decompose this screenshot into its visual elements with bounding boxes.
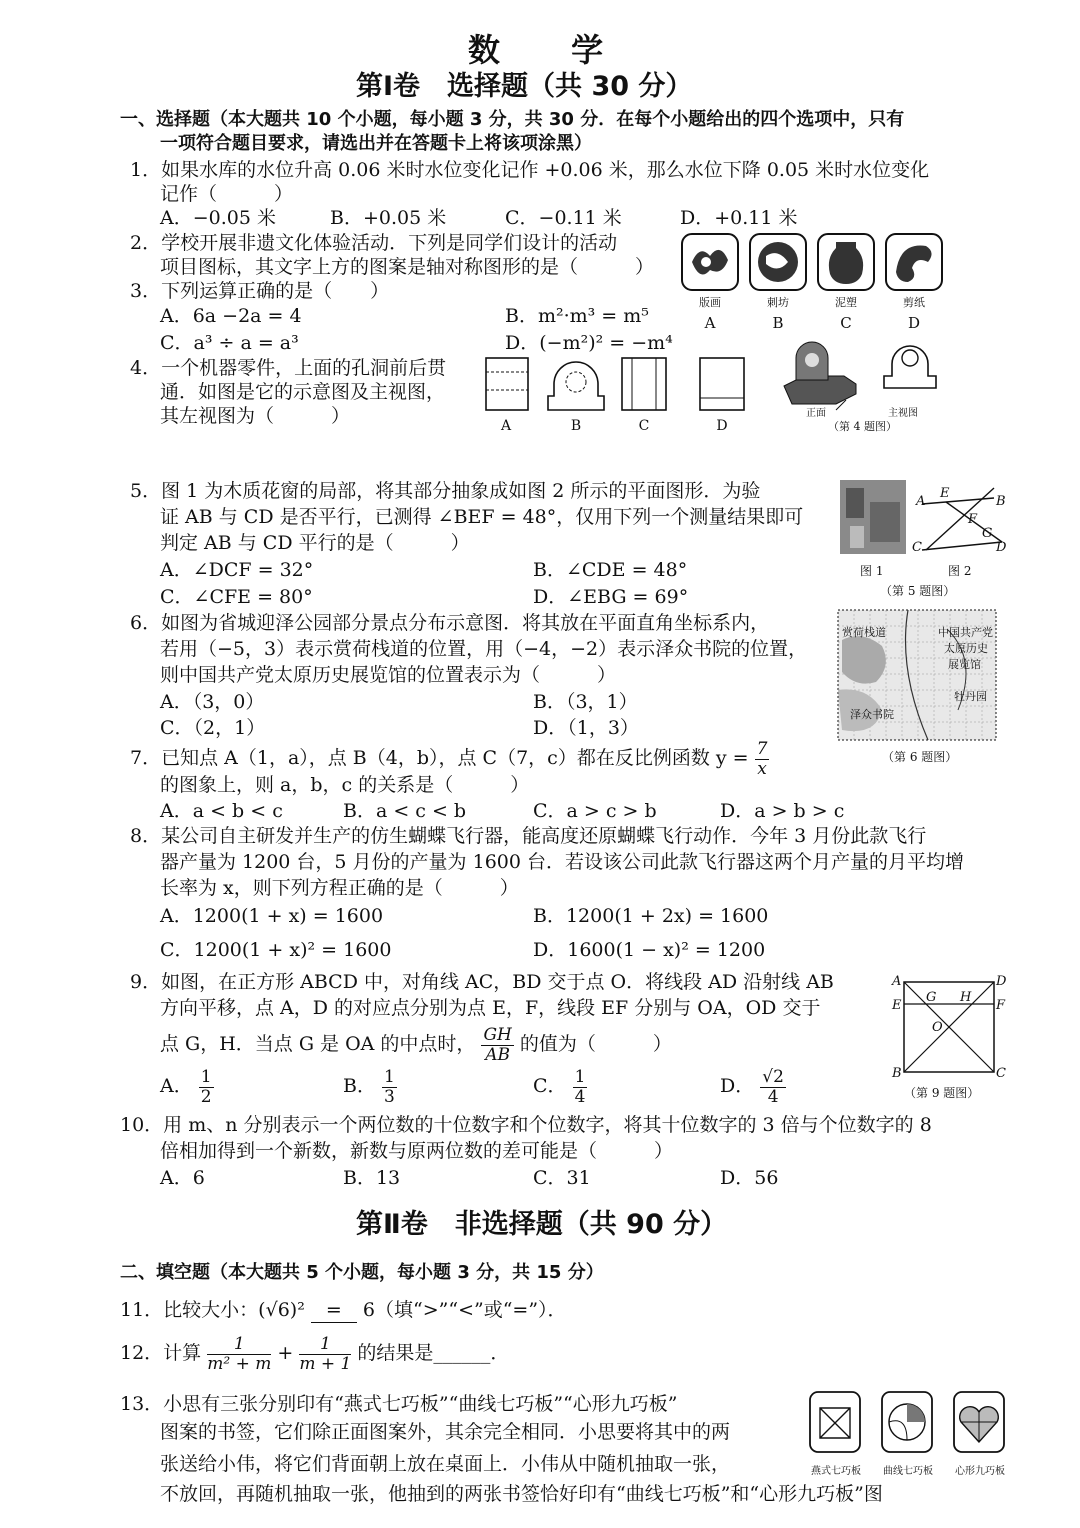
q9-option-c-letter: C．: [533, 1075, 567, 1097]
q9-c-den: 4: [574, 1086, 586, 1107]
q6-option-a[interactable]: A．（3，0）: [160, 691, 265, 713]
q10-option-c[interactable]: C．31: [533, 1167, 591, 1189]
q7-fraction-denominator: x: [757, 758, 767, 779]
q13-line3: 张送给小伟，将它们背面朝上放在桌面上．小伟从中随机抽取一张，: [160, 1453, 731, 1475]
q10-line2: 倍相加得到一个新数，新数与原两位数的差可能是（ ）: [160, 1140, 674, 1162]
q6-line1: 6．如图为省城迎泽公园部分景点分布示意图．将其放在平面直角坐标系内，: [130, 612, 770, 634]
q1-line2: 记作（ ）: [160, 183, 294, 205]
q3-option-a[interactable]: A．6a −2a = 4: [160, 305, 302, 327]
q5-option-d[interactable]: D．∠EBG = 69°: [533, 586, 689, 608]
q4-caption: （第 4 题图）: [828, 420, 897, 433]
q9-b-num: 1: [384, 1066, 395, 1087]
q13-card-label-2: 曲线七巧板: [883, 1466, 933, 1477]
q5-option-b[interactable]: B．∠CDE = 48°: [533, 559, 688, 581]
q5-option-a[interactable]: A．∠DCF = 32°: [160, 559, 314, 581]
q7-option-d[interactable]: D．a > b > c: [720, 800, 845, 822]
q9-point-b: B: [892, 1066, 902, 1081]
q9-a-den: 2: [200, 1086, 212, 1107]
q12-fraction-1: [207, 1335, 271, 1374]
q12-f2-num: 1: [299, 1335, 351, 1355]
q9-d-num: √2: [762, 1066, 784, 1087]
q6-label-zezhong: 泽众书院: [850, 708, 894, 721]
q9-fraction-denominator: AB: [485, 1044, 511, 1065]
q2-icon-label-c: 泥塑: [835, 296, 857, 309]
q9-point-d: D: [996, 974, 1007, 989]
q13-card-label-3: 心形九巧板: [955, 1466, 1005, 1477]
q9-c-num: 1: [574, 1066, 586, 1087]
q6-map: [838, 610, 998, 768]
q3-option-d[interactable]: D．(−m²)² = −m⁴: [505, 332, 673, 354]
q5-point-e: E: [940, 486, 950, 501]
q9-option-a[interactable]: [160, 1062, 214, 1110]
q7-option-c[interactable]: C．a > c > b: [533, 800, 657, 822]
q8-option-c[interactable]: C．1200(1 + x)² = 1600: [160, 939, 392, 961]
q9-option-a-letter: A．: [160, 1075, 193, 1097]
q7-line1-text: 7．已知点 A（1，a），点 B（4，b），点 C（7，c）都在反比例函数 y =: [130, 747, 749, 769]
q5-fig2-label: 图 2: [948, 564, 972, 578]
q1-line1: 1．如果水库的水位升高 0.06 米时水位变化记作 +0.06 米，那么水位下降 0.05 米时水位变化: [130, 159, 930, 181]
q9-line2: 方向平移，点 A，D 的对应点分别为点 E，F，线段 EF 分别与 OA，OD 交于: [160, 997, 821, 1019]
q9-line3: [160, 1024, 672, 1065]
q6-label-museum-3: 展览馆: [948, 658, 981, 671]
q9-fraction: [481, 1026, 513, 1065]
part1-heading-2: 一项符合题目要求，请选出并在答题卡上将该项涂黑）: [160, 133, 592, 154]
q4-options-figure: [484, 354, 754, 434]
q12-plus: +: [277, 1342, 294, 1364]
q6-label-shouhe: 赏荷栈道: [842, 626, 886, 639]
q2-line1: 2．学校开展非遗文化体验活动．下列是同学们设计的活动: [130, 232, 618, 254]
q9-caption: （第 9 题图）: [904, 1086, 980, 1100]
q7-option-b[interactable]: B．a < c < b: [343, 800, 467, 822]
q6-label-peony: 牡丹园: [954, 690, 987, 703]
q12-f1-den: m² + m: [207, 1353, 272, 1374]
q9-a-num: 1: [200, 1066, 212, 1087]
q5-option-c[interactable]: C．∠CFE = 80°: [160, 586, 313, 608]
q9-option-d[interactable]: [720, 1062, 786, 1110]
q5-point-b: B: [996, 494, 1006, 509]
q7-fraction: [755, 740, 770, 779]
q6-line2: 若用（−5，3）表示赏荷栈道的位置，用（−4，−2）表示泽众书院的位置，: [160, 638, 808, 660]
q9-line3-text: 点 G，H．当点 G 是 OA 的中点时，: [160, 1033, 476, 1055]
q2-letter-b[interactable]: B: [772, 314, 784, 332]
q10-option-d[interactable]: D．56: [720, 1167, 779, 1189]
q9-point-e: E: [892, 998, 902, 1013]
q5-fig1-label: 图 1: [860, 564, 884, 578]
q13-line2: 图案的书签，它们除正面图案外，其余完全相同．小思要将其中的两: [160, 1421, 731, 1443]
q5-line1: 5．图 1 为木质花窗的局部，将其部分抽象成如图 2 所示的平面图形．为验: [130, 480, 761, 502]
q1-option-a[interactable]: A．−0.05 米: [160, 207, 276, 229]
q9-point-a: A: [892, 974, 902, 989]
q10-option-b[interactable]: B．13: [343, 1167, 401, 1189]
q9-point-g: G: [926, 990, 937, 1005]
q2-icon-label-d: 剪纸: [903, 296, 925, 309]
q11-text: 11．比较大小：(√6)²: [120, 1299, 305, 1321]
q9-square-drawing: [888, 972, 1010, 1082]
q6-option-d[interactable]: D．（1，3）: [533, 717, 639, 739]
q5-figure: [840, 478, 1010, 602]
q9-point-h: H: [960, 990, 972, 1005]
q9-fraction-numerator: GH: [483, 1024, 512, 1045]
q12-f2-den: m + 1: [299, 1353, 352, 1374]
q2-line2: 项目图标，其文字上方的图案是轴对称图形的是（ ）: [160, 256, 655, 278]
q4-letter-d[interactable]: D: [716, 418, 728, 434]
q12-tail: 的结果是______．: [357, 1342, 510, 1364]
q9-point-f: F: [996, 998, 1006, 1013]
q9-option-d-frac: [760, 1068, 786, 1107]
q9-option-d-letter: D．: [720, 1075, 755, 1097]
q13-card-drawings: [804, 1390, 1012, 1460]
q2-letter-c[interactable]: C: [840, 314, 852, 332]
q9-option-c-frac: [573, 1068, 588, 1107]
q6-caption: （第 6 题图）: [882, 750, 958, 764]
q5-point-a: A: [916, 494, 926, 509]
q5-caption: （第 5 题图）: [880, 584, 956, 598]
q8-option-a[interactable]: A．1200(1 + x) = 1600: [160, 905, 384, 927]
q6-label-museum-2: 太原历史: [944, 642, 988, 655]
q8-line3: 长率为 x，则下列方程正确的是（ ）: [160, 877, 519, 899]
q2-letter-d[interactable]: D: [907, 314, 921, 332]
q5-point-g: G: [982, 526, 993, 541]
q8-line1: 8．某公司自主研发并生产的仿生蝴蝶飞行器，能高度还原蝴蝶飞行动作．今年 3 月份此款飞行: [130, 825, 927, 847]
page-title: 数 学: [468, 31, 634, 69]
q2-icon-label-a: 版画: [699, 296, 721, 309]
q13-line4: 不放回，再随机抽取一张，他抽到的两张书签恰好印有“曲线七巧板”和“心形九巧板”图: [160, 1483, 883, 1505]
q7-line2: 的图象上，则 a，b，c 的关系是（ ）: [160, 774, 530, 796]
q9-line1: 9．如图，在正方形 ABCD 中，对角线 AC，BD 交于点 O．将线段 AD 沿射线 AB: [130, 971, 834, 993]
q4-front-label: 正面: [806, 408, 826, 419]
q2-icons: [680, 232, 950, 332]
q13-card-label-1: 燕式七巧板: [811, 1466, 861, 1477]
q5-line2: 证 AB 与 CD 是否平行，已测得 ∠BEF = 48°，仅用下列一个测量结果即可: [160, 506, 804, 528]
q9-option-b-letter: B．: [343, 1075, 376, 1097]
q9-point-o: O: [932, 1020, 943, 1035]
q7-fraction-numerator: 7: [756, 738, 768, 759]
q5-point-c: C: [912, 540, 922, 555]
q9-line3-tail: 的值为（ ）: [519, 1033, 672, 1055]
q12-text: 12．计算: [120, 1342, 202, 1364]
q13-line1: 13．小思有三张分别印有“燕式七巧板”“曲线七巧板”“心形九巧板”: [120, 1393, 678, 1415]
q4-letter-a[interactable]: A: [500, 418, 512, 434]
q10-option-a[interactable]: A．6: [160, 1167, 205, 1189]
q6-line3: 则中国共产党太原历史展览馆的位置表示为（ ）: [160, 664, 617, 686]
q12-line: [120, 1330, 509, 1376]
q11-line: [120, 1298, 567, 1323]
q9-option-b-frac: [382, 1068, 397, 1107]
q11-tail: 6（填“>”“<”或“=”）．: [362, 1299, 567, 1321]
q4-part-figure: [776, 334, 946, 434]
q8-line2: 器产量为 1200 台，5 月份的产量为 1600 台．若设该公司此款飞行器这两个月产量的月平均增: [160, 851, 964, 873]
q9-option-c[interactable]: [533, 1062, 587, 1110]
q5-point-f: F: [968, 512, 978, 527]
q4-line3: 其左视图为（ ）: [160, 405, 351, 427]
q10-line1: 10．用 m、n 分别表示一个两位数的十位数字和个位数字，将其十位数字的 3 倍与个位数字的 8: [120, 1114, 932, 1136]
q8-option-b[interactable]: B．1200(1 + 2x) = 1600: [533, 905, 769, 927]
volume-1-title: 第Ⅰ卷 选择题（共 30 分）: [356, 71, 693, 102]
q9-d-den: 4: [767, 1086, 779, 1107]
q3-line1: 3．下列运算正确的是（ ）: [130, 280, 390, 302]
part2-heading: 二、填空题（本大题共 5 个小题，每小题 3 分，共 15 分）: [120, 1262, 604, 1283]
q13-cards: [804, 1390, 1012, 1478]
q4-main-view-label: 主视图: [888, 408, 918, 419]
q8-option-d[interactable]: D．1600(1 − x)² = 1200: [533, 939, 766, 961]
q9-option-a-frac: [199, 1068, 214, 1107]
q9-b-den: 3: [384, 1086, 395, 1107]
q5-line3: 判定 AB 与 CD 平行的是（ ）: [160, 532, 470, 554]
q11-answer[interactable]: =: [311, 1298, 357, 1323]
q4-letter-b[interactable]: B: [570, 418, 582, 434]
q4-line2: 通．如图是它的示意图及主视图，: [160, 381, 446, 403]
q3-option-b[interactable]: B．m²·m³ = m⁵: [505, 305, 649, 327]
q9-figure: [888, 972, 1010, 1104]
q1-option-b[interactable]: B．+0.05 米: [330, 207, 447, 229]
q4-letter-c[interactable]: C: [638, 418, 650, 434]
q3-option-c[interactable]: C．a³ ÷ a = a³: [160, 332, 299, 354]
q12-fraction-2: [299, 1335, 351, 1374]
part1-heading: 一、选择题（本大题共 10 个小题，每小题 3 分，共 30 分．在每个小题给出的四个选项中，只有: [120, 109, 905, 130]
volume-2-title: 第Ⅱ卷 非选择题（共 90 分）: [356, 1209, 728, 1240]
q6-option-c[interactable]: C．（2，1）: [160, 717, 266, 739]
q9-option-b[interactable]: [343, 1062, 397, 1110]
q12-f1-num: 1: [207, 1335, 271, 1355]
q4-line1: 4．一个机器零件，上面的孔洞前后贯: [130, 357, 447, 379]
q2-letter-a[interactable]: A: [704, 314, 716, 332]
q7-option-a[interactable]: A．a < b < c: [160, 800, 283, 822]
q5-point-d: D: [996, 540, 1007, 555]
q1-option-c[interactable]: C．−0.11 米: [505, 207, 622, 229]
q2-icon-label-b: 刺坊: [767, 296, 789, 309]
q6-label-museum-1: 中国共产党: [938, 626, 993, 639]
q1-option-d[interactable]: D．+0.11 米: [680, 207, 798, 229]
q9-point-c: C: [996, 1066, 1006, 1081]
q6-option-b[interactable]: B．（3，1）: [533, 691, 638, 713]
